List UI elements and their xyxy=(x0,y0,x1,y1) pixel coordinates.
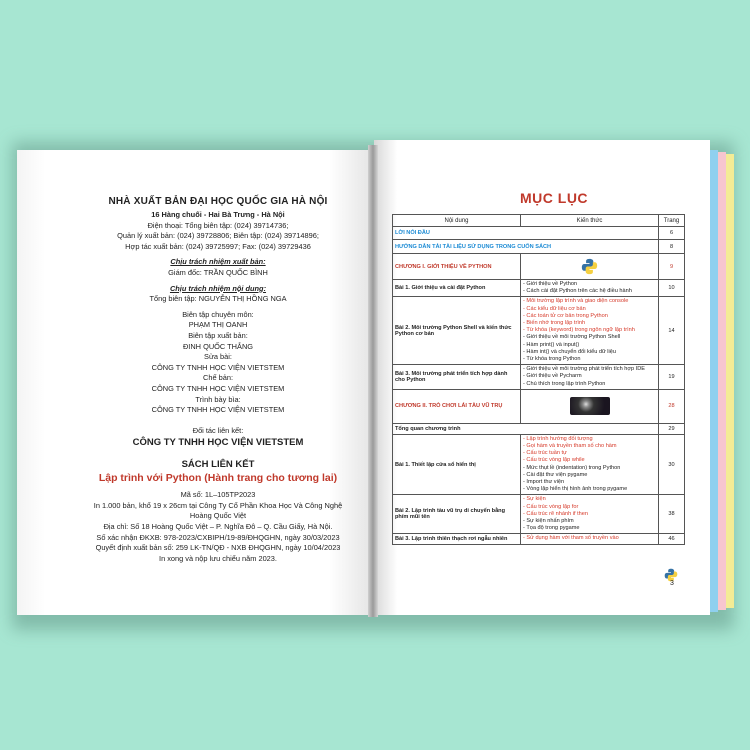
publishing-editor-label: Biên tập xuất bản: xyxy=(188,330,248,340)
list-item: - Từ khóa (keyword) trong ngôn ngữ lập trình xyxy=(523,327,635,334)
list-item: - Mức thụt lề (indentation) trong Python xyxy=(523,464,621,471)
table-row xyxy=(393,389,685,423)
table-row xyxy=(393,434,685,495)
toc-page: 38 xyxy=(659,495,685,534)
toc-lesson: Bài 3. Môi trường phát triển tích hợp dành cho Python xyxy=(393,365,521,390)
book-title: Lập trình với Python (Hành trang cho tương lai) xyxy=(98,472,338,485)
imprint xyxy=(70,196,366,564)
print-line-1: In 1.000 bản, khổ 19 x 26cm tại Công Ty Cổ Phần Khoa Học Và Công Nghệ xyxy=(93,500,343,510)
toc-knowledge xyxy=(521,495,659,534)
list-item: - Cấu trúc vòng lặp while xyxy=(523,457,585,464)
list-item: - Giới thiệu về Python xyxy=(523,281,578,287)
list-item: - Các toán tử cơ bản trong Python xyxy=(523,312,608,319)
list-item: - Môi trường lập trình và giao diện console xyxy=(523,298,629,305)
list-item: - Hàm int() và chuyển đổi kiểu dữ liệu xyxy=(523,348,616,355)
space-image-cell xyxy=(521,389,659,423)
table-row xyxy=(393,280,685,297)
list-item: - Tọa độ trong pygame xyxy=(523,525,580,532)
publisher-name: NHÀ XUẤT BẢN ĐẠI HỌC QUỐC GIA HÀ NỘI xyxy=(108,196,328,207)
registration: Số xác nhận ĐKXB: 978-2023/CXBIPH/19-89/ĐHQGHN, ngày 30/03/2023 xyxy=(96,532,340,542)
header-content: Nội dung xyxy=(393,215,521,227)
list-item: - Lập trình hướng đối tượng xyxy=(523,435,593,442)
toc-lesson: Bài 3. Lập trình thiên thạch rơi ngẫu nhiên xyxy=(393,534,521,544)
list-item: - Giới thiệu về Pycharm xyxy=(523,373,582,380)
resp-content-label: Chịu trách nhiệm nội dung: xyxy=(169,283,267,293)
toc-guide: HƯỚNG DẪN TẢI TÀI LIỆU SỬ DỤNG TRONG CUỐN SÁCH xyxy=(393,240,659,254)
resp-publishing-label: Chịu trách nhiệm xuất bản: xyxy=(170,257,266,267)
toc-page: 8 xyxy=(659,240,685,254)
proof-label: Sửa bài: xyxy=(204,352,232,362)
specialist: PHẠM THỊ OANH xyxy=(188,320,248,330)
toc-page: 19 xyxy=(659,365,685,390)
proof: CÔNG TY TNHH HỌC VIỆN VIETSTEM xyxy=(151,362,285,372)
toc-lesson: Bài 2. Lập trình tàu vũ trụ di chuyển bằng phím mũi tên xyxy=(393,495,521,534)
decision: Quyết định xuất bản số: 259 LK-TN/QĐ - NXB ĐHQGHN, ngày 10/04/2023 xyxy=(95,543,341,553)
list-item: - Giới thiệu về môi trường phát triển tích hợp IDE xyxy=(523,366,646,373)
phone-line-3: Hợp tác xuất bản: (024) 39725997; Fax: (024) 39729436 xyxy=(125,241,311,251)
python-logo-icon xyxy=(581,258,598,275)
list-item: - Biến nhớ trong lập trình xyxy=(523,320,586,327)
toc-knowledge xyxy=(521,534,659,544)
list-item: - Hàm print() và input() xyxy=(523,341,580,348)
toc-lesson: Bài 2. Môi trường Python Shell và kiến thức Python cơ bản xyxy=(393,297,521,365)
table-row xyxy=(393,254,685,280)
toc-chapter-1: CHƯƠNG I. GIỚI THIỆU VỀ PYTHON xyxy=(393,254,521,280)
toc-intro: LỜI NÓI ĐẦU xyxy=(393,227,659,240)
print-line-2: Hoàng Quốc Việt xyxy=(189,511,247,521)
table-row xyxy=(393,423,685,434)
print-address: Địa chỉ: Số 18 Hoàng Quốc Việt – P. Nghĩa Đô – Q. Cầu Giấy, Hà Nội. xyxy=(103,522,333,532)
cover-label: Trình bày bìa: xyxy=(195,394,241,404)
publisher-address: 16 Hàng chuối - Hai Bà Trưng - Hà Nội xyxy=(151,210,285,219)
phone-line-2: Quản lý xuất bản: (024) 39728806; Biên tập: (024) 39714896; xyxy=(117,231,319,241)
specialist-label: Biên tập chuyên môn: xyxy=(182,309,254,319)
toc-page: 6 xyxy=(659,227,685,240)
book-spine xyxy=(368,145,378,617)
toc-table xyxy=(392,214,685,545)
list-item: - Cấu trúc vòng lặp for xyxy=(523,503,579,510)
toc-page: 29 xyxy=(659,423,685,434)
editor-in-chief: Tổng biên tập: NGUYỄN THỊ HỒNG NGA xyxy=(149,294,287,304)
list-item: - Cách cài đặt Python trên các hệ điều hành xyxy=(523,288,632,295)
page-number: 3 xyxy=(670,580,674,587)
spaceship-image xyxy=(570,397,610,415)
list-item: - Sự kiện nhấn phím xyxy=(523,518,574,525)
table-row xyxy=(393,240,685,254)
toc-page: 30 xyxy=(659,434,685,495)
publishing-editor: ĐINH QUỐC THẮNG xyxy=(182,341,254,351)
toc-lesson: Bài 1. Giới thiệu và cài đặt Python xyxy=(393,280,521,297)
toc-header-row xyxy=(393,215,685,227)
list-item: - Chú thích trong lập trình Python xyxy=(523,380,606,387)
layout: CÔNG TY TNHH HỌC VIỆN VIETSTEM xyxy=(151,383,285,393)
list-item: - Import thư viện xyxy=(523,479,565,486)
toc-knowledge xyxy=(521,365,659,390)
list-item: - Từ khóa trong Python xyxy=(523,356,581,363)
toc-page: 10 xyxy=(659,280,685,297)
toc-page: 9 xyxy=(659,254,685,280)
list-item: - Giới thiệu về môi trường Python Shell xyxy=(523,334,621,341)
cover: CÔNG TY TNHH HỌC VIỆN VIETSTEM xyxy=(151,405,285,415)
toc-knowledge xyxy=(521,434,659,495)
toc-knowledge xyxy=(521,280,659,297)
list-item: - Cài đặt thư viện pygame xyxy=(523,471,588,478)
table-row xyxy=(393,495,685,534)
list-item: - Vòng lặp hiển thị hình ảnh trong pygame xyxy=(523,486,628,493)
list-item: - Cấu trúc rẽ nhánh if then xyxy=(523,510,588,517)
list-item: - Cấu trúc tuần tự xyxy=(523,450,567,457)
phone-line-1: Điện thoại: Tổng biên tập: (024) 39714736; xyxy=(147,220,289,230)
partner-label: Đối tác liên kết: xyxy=(192,425,244,435)
toc-overview: Tổng quan chương trình xyxy=(393,423,659,434)
toc-page: 28 xyxy=(659,389,685,423)
python-logo-cell xyxy=(521,254,659,280)
list-item: - Gọi hàm và truyền tham số cho hàm xyxy=(523,443,617,450)
header-page: Trang xyxy=(659,215,685,227)
book-code: Mã số: 1L–105TP2023 xyxy=(180,490,256,500)
finished: In xong và nộp lưu chiểu năm 2023. xyxy=(159,553,277,563)
toc-lesson: Bài 1. Thiết lập cửa sổ hiển thị xyxy=(393,434,521,495)
list-item: - Các kiểu dữ liệu cơ bản xyxy=(523,305,586,312)
linked-label: SÁCH LIÊN KẾT xyxy=(181,459,255,471)
table-row xyxy=(393,297,685,365)
toc-chapter-2: CHƯƠNG II. TRÒ CHƠI LÁI TÀU VŨ TRỤ xyxy=(393,389,521,423)
layout-label: Chế bản: xyxy=(203,373,233,383)
director: Giám đốc: TRẦN QUỐC BÌNH xyxy=(168,267,268,277)
toc-title: MỤC LỤC xyxy=(520,190,589,206)
table-row xyxy=(393,227,685,240)
list-item: - Sự kiện xyxy=(523,496,546,503)
list-item: - Sử dụng hàm với tham số truyền vào xyxy=(523,535,619,542)
table-row xyxy=(393,534,685,544)
table-row xyxy=(393,365,685,390)
header-knowledge: Kiến thức xyxy=(521,215,659,227)
toc-page: 14 xyxy=(659,297,685,365)
toc-page: 46 xyxy=(659,534,685,544)
toc-knowledge xyxy=(521,297,659,365)
partner-name: CÔNG TY TNHH HỌC VIỆN VIETSTEM xyxy=(132,437,304,449)
